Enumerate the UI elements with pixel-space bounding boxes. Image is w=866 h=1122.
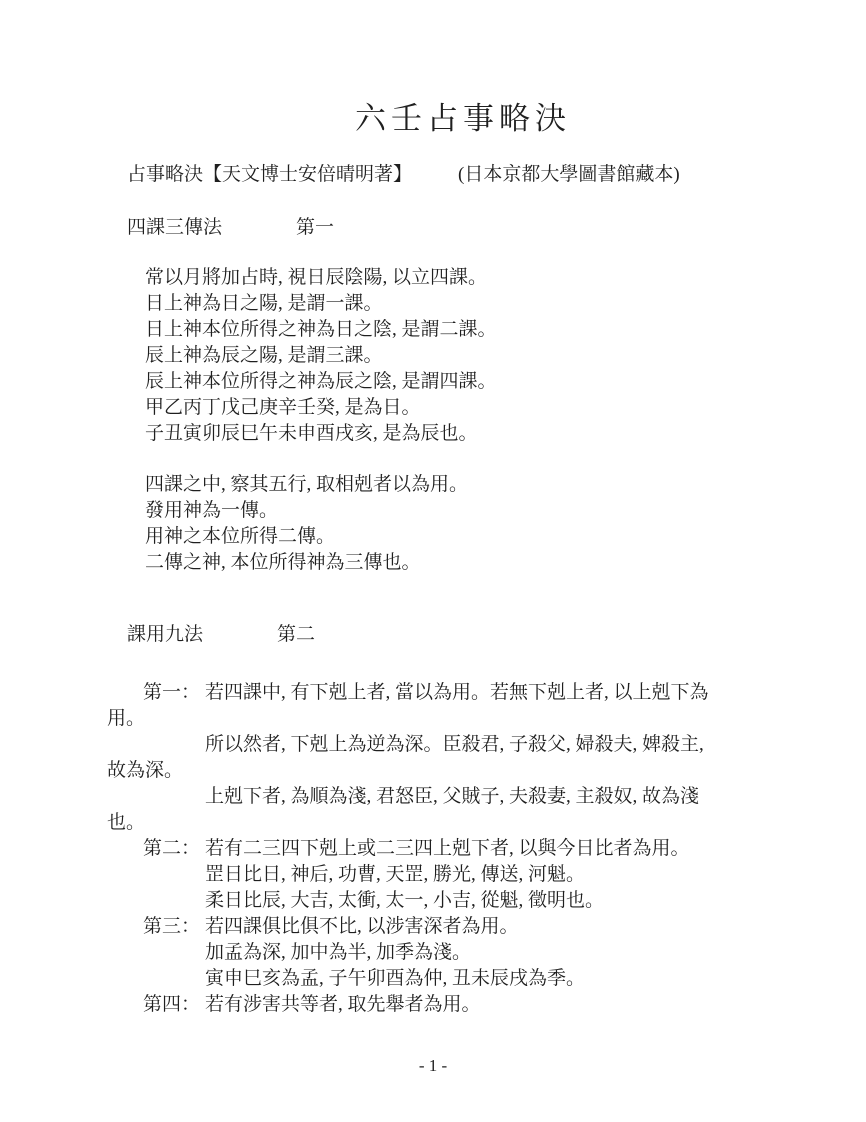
body-line: 用神之本位所得二傳。 xyxy=(145,526,336,547)
rule-line xyxy=(107,914,826,940)
rule-continuation-line: 也。 xyxy=(107,812,146,833)
rule-label: 第二： xyxy=(143,838,201,859)
body-line: 日上神為日之陽, 是謂一課。 xyxy=(145,293,383,314)
rule-line xyxy=(107,836,826,862)
body-line: 辰上神為辰之陽, 是謂三課。 xyxy=(145,345,383,366)
byline-author: 占事略決【天文博士安倍晴明著】 xyxy=(127,164,413,185)
rule-text: 若有二三四下剋上或二三四上剋下者, 以與今日比者為用。 xyxy=(205,838,690,859)
rule-note-line: 所以然者, 下剋上為逆為深。臣殺君, 子殺父, 婦殺夫, 婢殺主, xyxy=(205,734,704,755)
body-line: 子丑寅卯辰巳午未申酉戌亥, 是為辰也。 xyxy=(145,423,478,444)
rule-text: 若有涉害共等者, 取先舉者為用。 xyxy=(205,994,481,1015)
rule-note-line: 上剋下者, 為順為淺, 君怒臣, 父賊子, 夫殺妻, 主殺奴, 故為淺 xyxy=(205,786,700,807)
section2-heading-number: 第二 xyxy=(277,624,316,645)
body-line: 辰上神本位所得之神為辰之陰, 是謂四課。 xyxy=(145,371,497,392)
rule-line xyxy=(107,680,826,706)
rule-text: 若四課俱比俱不比, 以涉害深者為用。 xyxy=(205,916,519,937)
section1-paragraph-2 xyxy=(107,472,826,576)
rule-text: 若四課中, 有下剋上者, 當以為用。若無下剋上者, 以上剋下為 xyxy=(205,682,709,703)
rule-label: 第四： xyxy=(143,994,201,1015)
section1-heading xyxy=(107,215,826,241)
byline-source: (日本京都大學圖書館藏本) xyxy=(458,164,680,185)
rule-continuation-line: 用。 xyxy=(107,708,146,729)
page-number: - 1 - xyxy=(418,1056,448,1075)
rule-line xyxy=(107,992,826,1018)
page-footer xyxy=(0,1053,866,1079)
body-line: 常以月將加占時, 視日辰陰陽, 以立四課。 xyxy=(145,267,488,288)
rule-continuation-line: 故為深。 xyxy=(107,760,184,781)
section1-heading-number: 第一 xyxy=(296,217,335,238)
document-title: 六壬占事略決 xyxy=(355,101,571,136)
section1-heading-title: 四課三傳法 xyxy=(127,217,223,238)
body-line: 二傳之神, 本位所得神為三傳也。 xyxy=(145,552,421,573)
rule-note-line: 罡日比日, 神后, 功曹, 天罡, 勝光, 傳送, 河魁。 xyxy=(205,864,586,885)
rule-label: 第三： xyxy=(143,916,201,937)
byline xyxy=(107,162,826,188)
section2-heading-title: 課用九法 xyxy=(127,624,204,645)
section1-paragraph-1 xyxy=(107,265,826,447)
rule-note-line: 加孟為深, 加中為半, 加季為淺。 xyxy=(205,942,472,963)
body-line: 甲乙丙丁戊己庚辛壬癸, 是為日。 xyxy=(145,397,421,418)
section2-heading xyxy=(107,622,826,648)
rule-note-line: 柔日比辰, 大吉, 太衝, 太一, 小吉, 從魁, 徵明也。 xyxy=(205,890,605,911)
rule-label: 第一： xyxy=(143,682,201,703)
body-line: 日上神本位所得之神為日之陰, 是謂二課。 xyxy=(145,319,497,340)
rule-note-line: 寅申巳亥為孟, 子午卯酉為仲, 丑未辰戌為季。 xyxy=(205,968,586,989)
section2-rules xyxy=(107,680,826,1018)
body-line: 發用神為一傳。 xyxy=(145,500,279,521)
page-content xyxy=(0,100,866,1018)
body-line: 四課之中, 察其五行, 取相剋者以為用。 xyxy=(145,474,469,495)
